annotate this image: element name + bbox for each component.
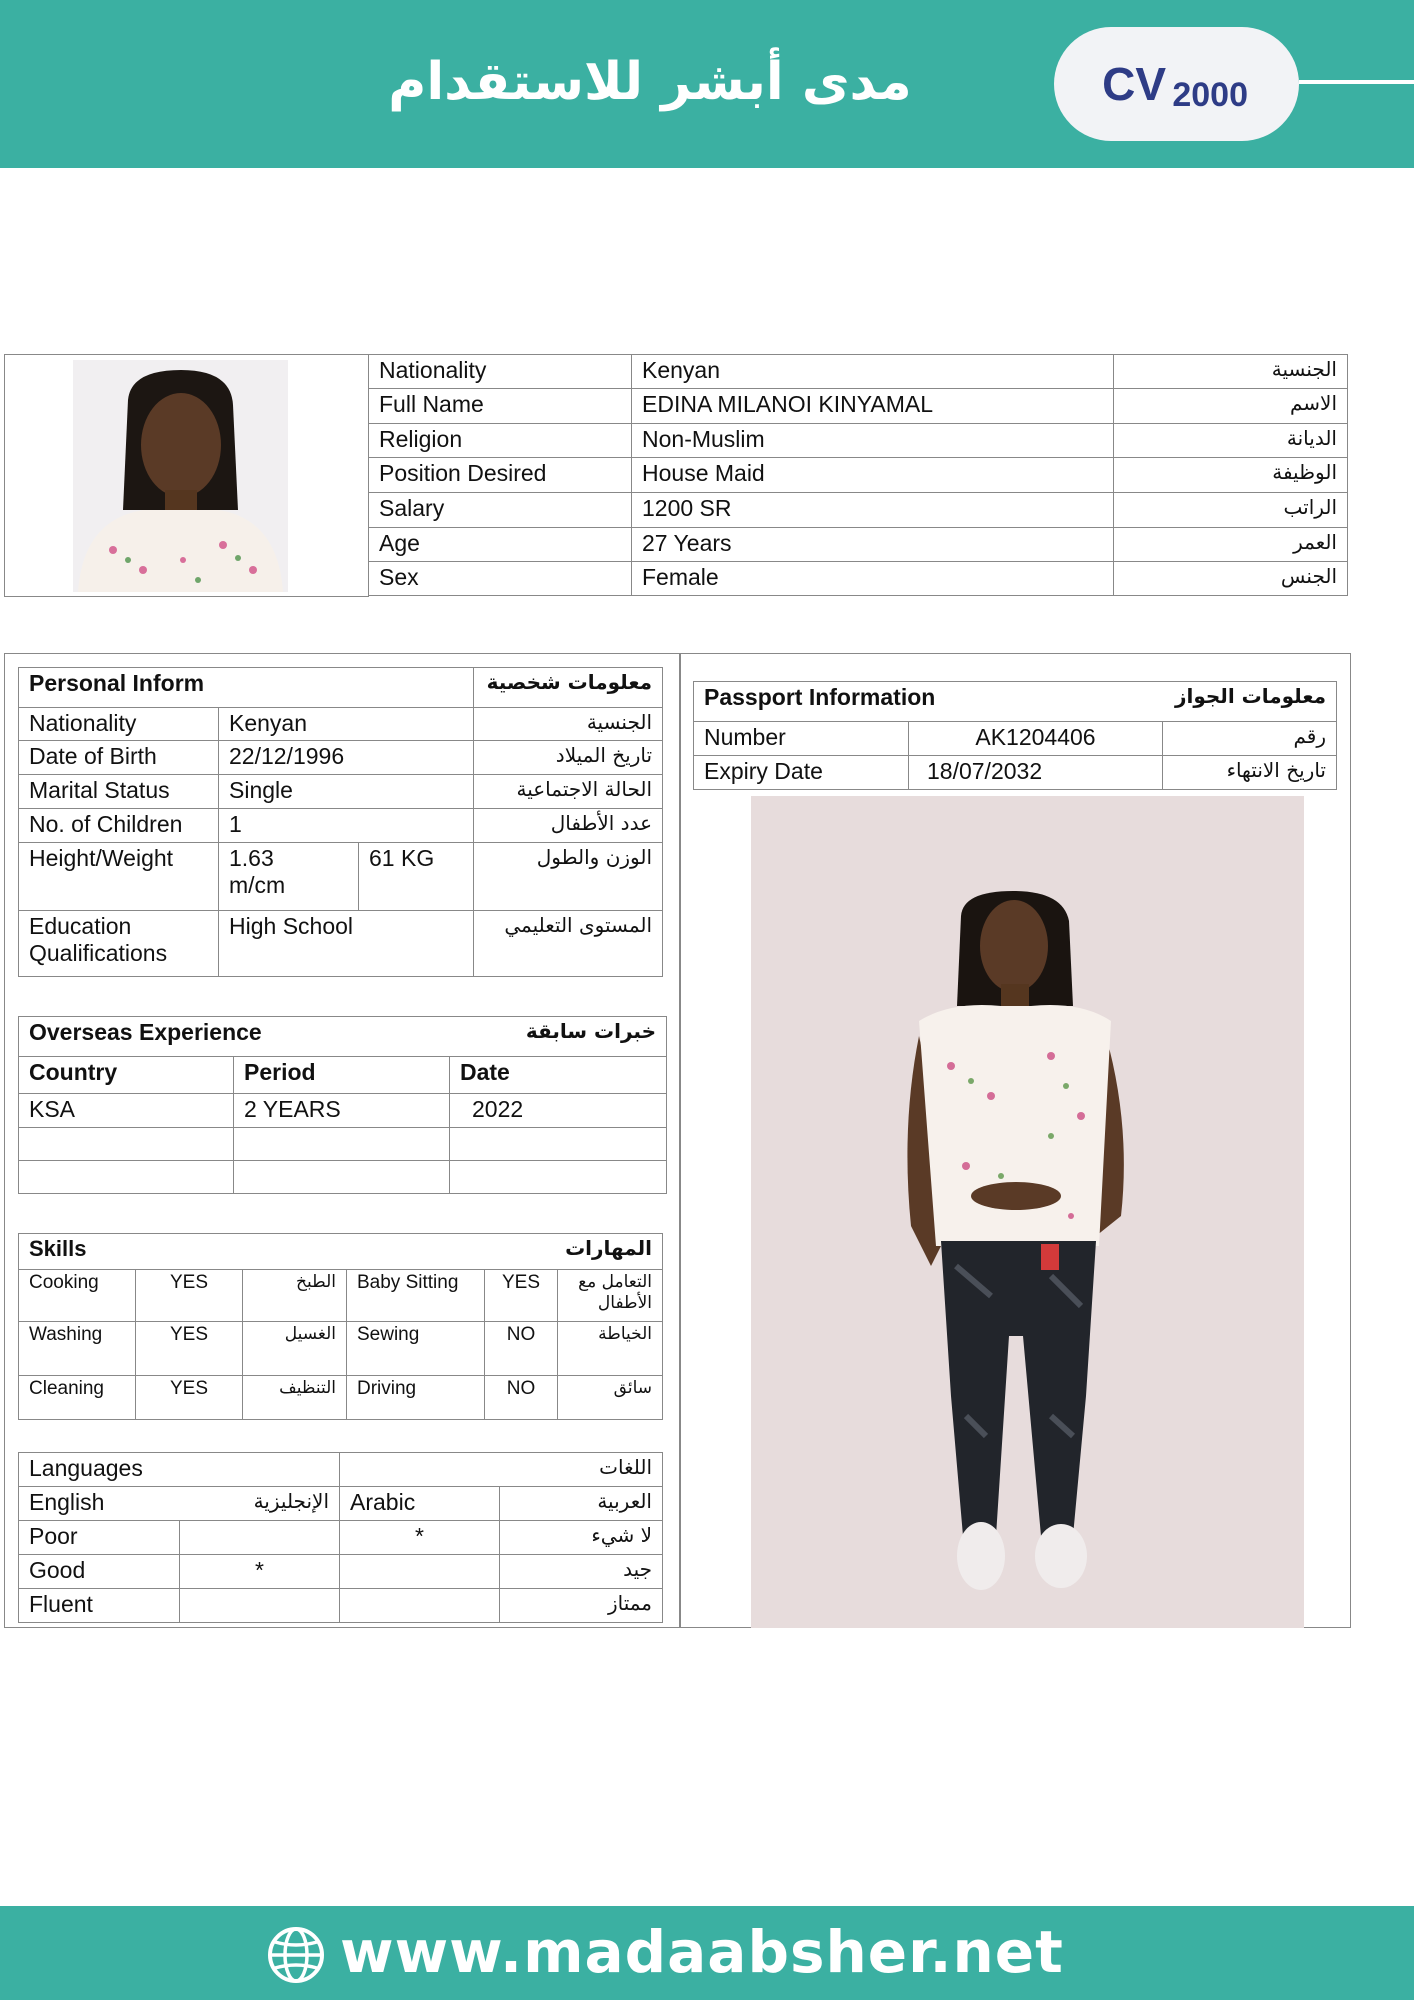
summary-label: Religion (369, 424, 632, 458)
skills-table (18, 1233, 663, 1420)
headshot-photo (73, 360, 288, 592)
arabic-mark: * (340, 1521, 500, 1555)
globe-icon (267, 1926, 325, 1984)
summary-value: House Maid (632, 458, 1114, 493)
skill-name-ar: التنظيف (243, 1376, 347, 1420)
education-label-line1: Education (29, 913, 132, 939)
summary-label: Nationality (369, 355, 632, 389)
language-level: Poor (19, 1521, 180, 1555)
summary-label-ar: الديانة (1114, 424, 1348, 458)
website-link[interactable]: www.madaabsher.net (340, 1918, 1064, 1986)
summary-label-ar: الراتب (1114, 493, 1348, 528)
languages-title-en: Languages (19, 1453, 340, 1487)
language-level-ar: لا شيء (500, 1521, 663, 1555)
passport-label-ar: رقم (1163, 722, 1337, 756)
passport-number: AK1204406 (909, 722, 1163, 756)
passport-label: Expiry Date (694, 756, 909, 790)
personal-label-ar: عدد الأطفال (474, 809, 663, 843)
personal-label-ar: الحالة الاجتماعية (474, 775, 663, 809)
summary-label: Position Desired (369, 458, 632, 493)
language-level-row (19, 1555, 663, 1589)
weight-value: 61 KG (359, 843, 474, 911)
overseas-experience-table (18, 1016, 667, 1194)
height-value: 1.63 (229, 845, 274, 871)
arabic-mark (340, 1589, 500, 1623)
summary-label-ar: الوظيفة (1114, 458, 1348, 493)
passport-label-ar: تاريخ الانتهاء (1163, 756, 1337, 790)
summary-row (369, 389, 1348, 424)
personal-value: 22/12/1996 (219, 741, 474, 775)
overseas-header: Date (450, 1057, 667, 1094)
height-unit: m/cm (229, 872, 286, 898)
skill-name-ar: الطبخ (243, 1270, 347, 1322)
personal-value: 1 (219, 809, 474, 843)
summary-row (369, 458, 1348, 493)
summary-value: Female (632, 562, 1114, 596)
cv-year: 2000 (1172, 76, 1248, 114)
personal-title-ar: معلومات شخصية (474, 668, 663, 708)
summary-label: Full Name (369, 389, 632, 424)
summary-table (368, 354, 1348, 596)
passport-title-ar: معلومات الجواز (1163, 682, 1337, 722)
skill-name: Sewing (347, 1322, 485, 1376)
summary-label: Sex (369, 562, 632, 596)
skill-value: YES (136, 1322, 243, 1376)
cv-label: CV (1102, 58, 1166, 110)
full-body-photo (751, 796, 1304, 1628)
education-label-line2: Qualifications (29, 940, 168, 966)
personal-label-ar: الوزن والطول (474, 843, 663, 911)
company-title: مدى أبشر للاستقدام (388, 52, 912, 112)
summary-value: 1200 SR (632, 493, 1114, 528)
overseas-cell: 2 YEARS (234, 1094, 450, 1128)
summary-value: Non-Muslim (632, 424, 1114, 458)
skills-title-en: Skills (19, 1234, 558, 1270)
overseas-header: Period (234, 1057, 450, 1094)
header-band (0, 0, 1414, 168)
passport-expiry: 18/07/2032 (909, 756, 1163, 790)
overseas-cell (450, 1161, 667, 1194)
summary-value: Kenyan (632, 355, 1114, 389)
summary-row (369, 493, 1348, 528)
overseas-header: Country (19, 1057, 234, 1094)
personal-value: Single (219, 775, 474, 809)
language-level: Fluent (19, 1589, 180, 1623)
personal-info-table (18, 667, 663, 977)
skill-name: Driving (347, 1376, 485, 1420)
passport-label: Number (694, 722, 909, 756)
overseas-cell (234, 1161, 450, 1194)
skill-name-ar: الخياطة (558, 1322, 663, 1376)
skill-name: Cleaning (19, 1376, 136, 1420)
summary-row (369, 424, 1348, 458)
language-level-ar: جيد (500, 1555, 663, 1589)
summary-label-ar: العمر (1114, 528, 1348, 562)
language-english: English (19, 1487, 180, 1521)
summary-label-ar: الجنس (1114, 562, 1348, 596)
summary-label-ar: الاسم (1114, 389, 1348, 424)
skills-row (19, 1376, 663, 1420)
overseas-cell: 2022 (450, 1094, 667, 1128)
skills-title-ar: المهارات (558, 1234, 663, 1270)
languages-title-ar: اللغات (340, 1453, 663, 1487)
overseas-cell: KSA (19, 1094, 234, 1128)
summary-label: Age (369, 528, 632, 562)
education-value: High School (219, 911, 474, 977)
summary-label-ar: الجنسية (1114, 355, 1348, 389)
skill-value: YES (136, 1376, 243, 1420)
personal-label: Height/Weight (19, 843, 219, 911)
skills-row (19, 1270, 663, 1322)
languages-table (18, 1452, 663, 1623)
language-level: Good (19, 1555, 180, 1589)
english-mark: * (180, 1555, 340, 1589)
personal-label-ar: الجنسية (474, 708, 663, 741)
skill-name-ar: سائق (558, 1376, 663, 1420)
overseas-cell (450, 1128, 667, 1161)
personal-label-ar: المستوى التعليمي (474, 911, 663, 977)
summary-row (369, 562, 1348, 596)
english-mark (180, 1521, 340, 1555)
summary-row (369, 355, 1348, 389)
summary-value: 27 Years (632, 528, 1114, 562)
personal-value: Kenyan (219, 708, 474, 741)
overseas-cell (19, 1128, 234, 1161)
summary-label: Salary (369, 493, 632, 528)
education-label (19, 911, 219, 977)
summary-value: EDINA MILANOI KINYAMAL (632, 389, 1114, 424)
passport-table (693, 681, 1337, 790)
personal-label: Nationality (19, 708, 219, 741)
personal-label-ar: تاريخ الميلاد (474, 741, 663, 775)
language-level-row (19, 1521, 663, 1555)
skill-name: Cooking (19, 1270, 136, 1322)
personal-label: Marital Status (19, 775, 219, 809)
passport-title-en: Passport Information (694, 682, 1163, 722)
skill-value: NO (485, 1376, 558, 1420)
header-divider (1299, 80, 1414, 84)
overseas-cell (234, 1128, 450, 1161)
height-cell (219, 843, 359, 911)
skill-name: Washing (19, 1322, 136, 1376)
language-arabic: Arabic (340, 1487, 500, 1521)
cv-badge (1054, 27, 1299, 141)
personal-label: Date of Birth (19, 741, 219, 775)
language-english-ar: الإنجليزية (180, 1487, 340, 1521)
overseas-cell (19, 1161, 234, 1194)
skill-value: YES (485, 1270, 558, 1322)
skills-row (19, 1322, 663, 1376)
arabic-mark (340, 1555, 500, 1589)
skill-name-ar: الغسيل (243, 1322, 347, 1376)
overseas-title-en: Overseas Experience (19, 1017, 450, 1057)
skill-name: Baby Sitting (347, 1270, 485, 1322)
skill-value: NO (485, 1322, 558, 1376)
footer-band (0, 1906, 1414, 2000)
language-arabic-ar: العربية (500, 1487, 663, 1521)
language-level-ar: ممتاز (500, 1589, 663, 1623)
skill-value: YES (136, 1270, 243, 1322)
summary-row (369, 528, 1348, 562)
overseas-title-ar: خبرات سابقة (450, 1017, 667, 1057)
skill-name-ar: التعامل مع الأطفال (558, 1270, 663, 1322)
personal-title-en: Personal Inform (19, 668, 474, 708)
personal-label: No. of Children (19, 809, 219, 843)
english-mark (180, 1589, 340, 1623)
language-level-row (19, 1589, 663, 1623)
